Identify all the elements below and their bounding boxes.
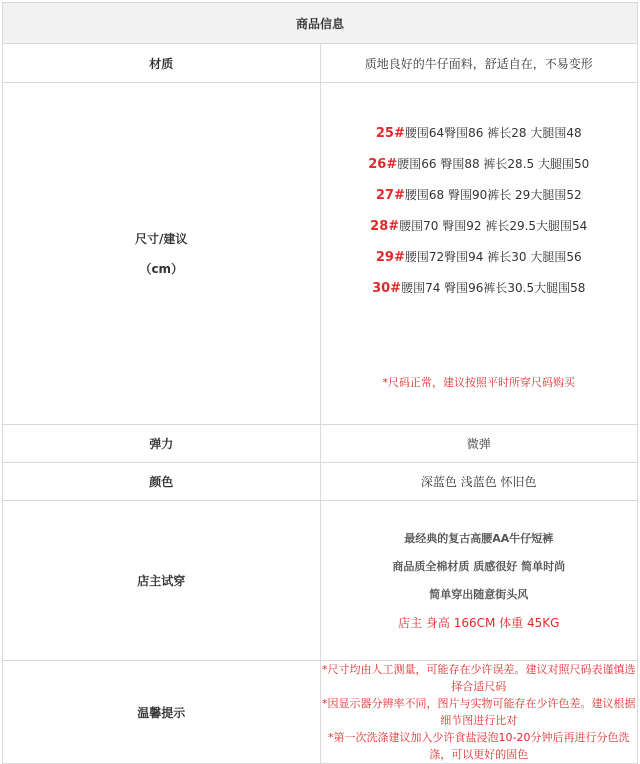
tips-row <box>3 661 638 764</box>
tip-line: *因显示器分辨率不同，图片与实物可能存在少许色差。建议根据细节图进行比对 <box>322 697 636 727</box>
size-measurements: 腰围68 臀围90裤长 29大腿围52 <box>404 187 582 202</box>
table-title: 商品信息 <box>3 3 638 44</box>
trial-line: 最经典的复古高腰AA牛仔短裤 <box>404 531 554 545</box>
tip-line: *尺寸均由人工测量，可能存在少许误差。建议对照尺码表谨慎选择合适尺码 <box>322 663 636 693</box>
size-number: 30# <box>372 280 402 296</box>
size-value-cell <box>320 83 638 425</box>
size-measurements: 腰围66 臀围88 裤长28.5 大腿围50 <box>397 156 590 171</box>
size-number: 27# <box>375 187 405 203</box>
elasticity-label: 弹力 <box>3 425 321 463</box>
size-label-cell <box>3 83 321 425</box>
owner-measurements: 店主 身高 166CM 体重 45KG <box>398 615 560 630</box>
table-header-row <box>3 3 638 44</box>
size-measurements: 腰围72臀围94 裤长30 大腿围56 <box>404 249 582 264</box>
size-line <box>321 180 638 211</box>
color-row <box>3 463 638 501</box>
size-measurements: 腰围74 臀围96裤长30.5大腿围58 <box>401 280 586 295</box>
size-number: 28# <box>370 218 400 234</box>
elasticity-value: 微弹 <box>320 425 638 463</box>
size-line <box>321 149 638 180</box>
trial-row <box>3 501 638 661</box>
trial-value-cell <box>320 501 638 661</box>
size-line <box>321 273 638 304</box>
size-unit-label: （cm） <box>139 261 184 276</box>
size-row <box>3 83 638 425</box>
material-row <box>3 44 638 83</box>
trial-line: 商品质全棉材质 质感很好 简单时尚 <box>392 559 566 573</box>
tips-value-cell <box>320 661 638 764</box>
trial-line: 简单穿出随意街头风 <box>429 587 529 601</box>
tips-label: 温馨提示 <box>3 661 321 764</box>
material-value: 质地良好的牛仔面料，舒适自在，不易变形 <box>320 44 638 83</box>
tip-line: *第一次洗涤建议加入少许食盐浸泡10-20分钟后再进行分色洗涤，可以更好的固色 <box>328 731 630 761</box>
material-label: 材质 <box>3 44 321 83</box>
size-line <box>321 211 638 242</box>
size-number: 29# <box>375 249 405 265</box>
color-value: 深蓝色 浅蓝色 怀旧色 <box>320 463 638 501</box>
elasticity-row <box>3 425 638 463</box>
size-note: *尺码正常，建议按照平时所穿尺码购买 <box>382 375 575 389</box>
size-measurements: 腰围70 臀围92 裤长29.5大腿围54 <box>399 218 588 233</box>
size-number: 26# <box>368 156 398 172</box>
size-measurements: 腰围64臀围86 裤长28 大腿围48 <box>404 125 582 140</box>
size-label: 尺寸/建议 <box>135 231 188 246</box>
color-label: 颜色 <box>3 463 321 501</box>
product-info-table <box>2 2 638 764</box>
size-number: 25# <box>375 125 405 141</box>
size-line <box>321 242 638 273</box>
size-line <box>321 118 638 149</box>
trial-label: 店主试穿 <box>3 501 321 661</box>
